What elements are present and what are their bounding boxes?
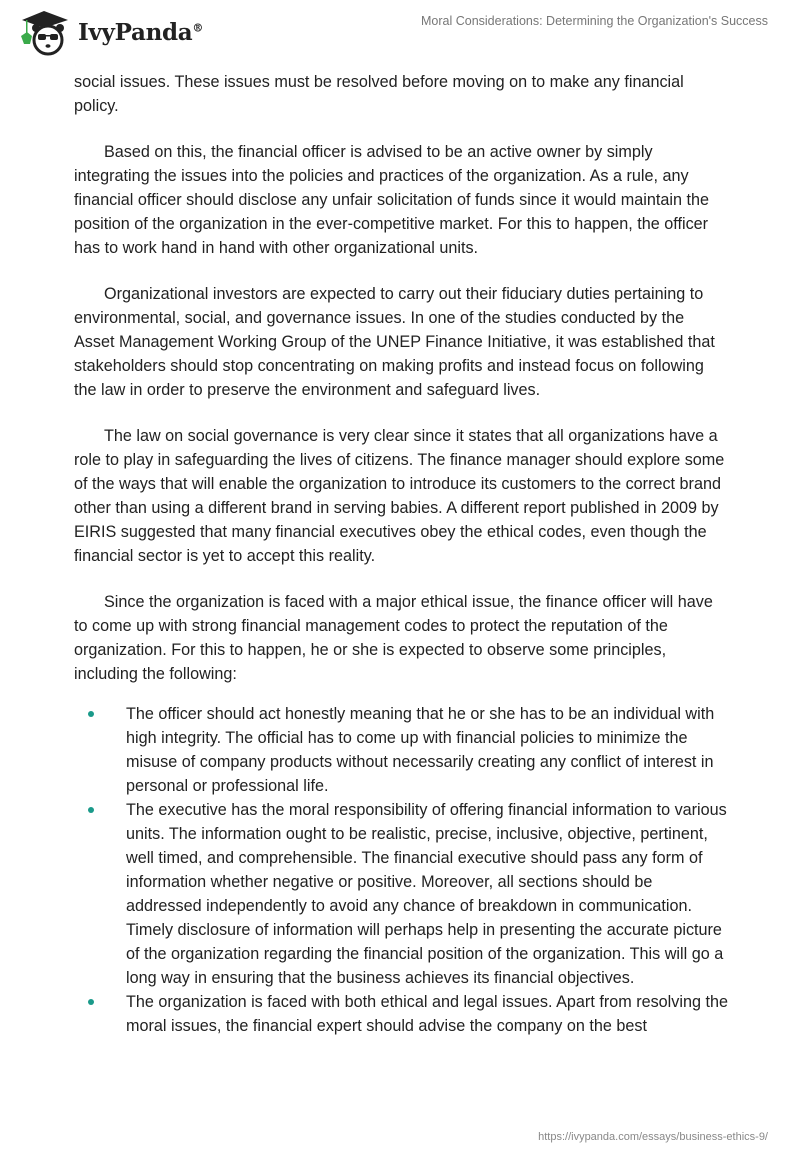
bullet-icon <box>88 807 94 813</box>
list-item <box>74 702 728 798</box>
list-item-text: The officer should act honestly meaning that he or she has to be an individual with high integrity. The official has to come up with financial policies to minimize the misuse of company products without necessarily creating any conflict of interest in personal or professional life. <box>126 705 715 795</box>
bullet-icon <box>88 711 94 717</box>
paragraph: Since the organization is faced with a major ethical issue, the finance officer will have to come up with strong financial management codes to protect the reputation of the organization. For this to happen, he or she is expected to observe some principles, including the following: <box>74 593 713 683</box>
logo-text: IvyPanda® <box>78 18 204 46</box>
principles-list <box>74 702 728 1038</box>
bullet-icon <box>88 999 94 1005</box>
paragraph: The law on social governance is very clear since it states that all organizations have a role to play in safeguarding the lives of citizens. The finance manager should explore some of the ways that will enable the organization to introduce its customers to the correct brand other than using a different brand in serving babies. A different report published in 2009 by EIRIS suggested that many financial executives obey the ethical codes, even though the financial sector is yet to accept this reality. <box>74 427 725 565</box>
ivypanda-logo[interactable] <box>16 8 203 56</box>
paragraph: Organizational investors are expected to carry out their fiduciary duties pertaining to environmental, social, and governance issues. In one of the studies conducted by the Asset Management Working Group of the UNEP Finance Initiative, it was established that stakeholders should stop concentrating on making profits and instead focus on following the law in order to preserve the environment and safeguard lives. <box>74 285 715 399</box>
list-item-text: The executive has the moral responsibility of offering financial information to various units. The information ought to be realistic, precise, inclusive, objective, pertinent, well timed, and comprehensible. The financial executive should pass any form of information whether negative or positive. Moreover, all sections should be addressed independently to avoid any chance of breakdown in communication. Timely disclosure of information will perhaps help in presenting the accurate picture of the organization regarding the financial position of the organization. This will go a long way in ensuring that the business achieves its financial objectives. <box>126 801 727 987</box>
paragraph: Based on this, the financial officer is advised to be an active owner by simply integrating the issues into the policies and practices of the organization. As a rule, any financial officer should disclose any unfair solicitation of funds since it would maintain the position of the organization in the ever-competitive market. For this to happen, the officer has to work hand in hand with other organizational units. <box>74 143 709 257</box>
essay-body <box>74 70 728 1038</box>
document-title: Moral Considerations: Determining the Organization's Success <box>421 14 768 28</box>
panda-graduate-icon <box>16 8 72 56</box>
paragraph: social issues. These issues must be resolved before moving on to make any financial policy. <box>74 73 684 115</box>
list-item <box>74 990 728 1038</box>
list-item <box>74 798 728 990</box>
list-item-text: The organization is faced with both ethical and legal issues. Apart from resolving the moral issues, the financial expert should advise the company on the best <box>126 993 728 1035</box>
page-header <box>0 0 800 60</box>
source-url[interactable]: https://ivypanda.com/essays/business-ethics-9/ <box>538 1131 768 1143</box>
